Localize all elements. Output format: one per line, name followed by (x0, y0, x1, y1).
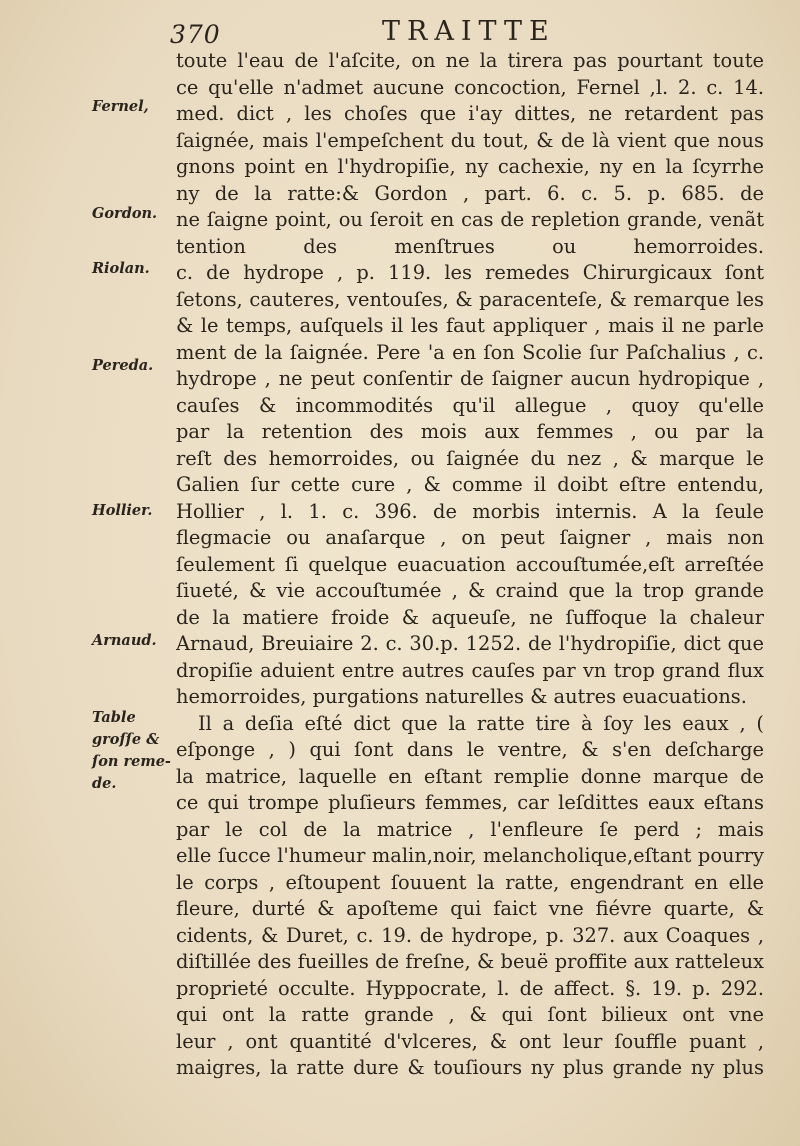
text-line: c. de hydrope , p. 119. les remedes Chirurgicaux ſont (176, 261, 764, 284)
running-title: TRAITTE (382, 16, 556, 47)
text-line: fleure, durté & apoſteme qui faict vne fiévre quarte, & (176, 897, 764, 920)
margin-note-line: de. (92, 775, 117, 792)
text-line: ny de la ratte:& Gordon , part. 6. c. 5. p. 685. de (176, 181, 764, 205)
text-line: reſt des hemorroides, ou ſaignée du nez , & marque le (176, 446, 764, 470)
margin-note-line: Arnaud. (92, 632, 157, 649)
text-line: Hollier , l. 1. c. 396. de morbis internis. A la ſeule (176, 499, 764, 523)
text-line: Galien ſur cette cure , & comme il doibt eſtre entendu, (176, 473, 764, 496)
text-line: diſtillée des fueilles de freſne, & beuë proffite aux ratteleux (176, 950, 764, 973)
text-line: ne ſaigne point, ou ſeroit en cas de repletion grande, venãt (176, 208, 764, 231)
margin-note-line: Fernel, (92, 98, 149, 115)
text-line: maigres, la ratte dure & touſiours ny plus grande ny plus (176, 1056, 764, 1079)
text-line: qui ont la ratte grande , & qui ſont bilieux ont vne (176, 1003, 764, 1026)
text-line: eſponge , ) qui ſont dans le ventre, & s'en deſcharge (176, 738, 764, 761)
margin-note-pereda (92, 355, 174, 377)
text-line: ce qu'elle n'admet aucune concoction, Fernel ,l. 2. c. 14. (176, 75, 764, 99)
text-line: med. dict , les choſes que i'ay dittes, ne retardent pas (176, 102, 764, 125)
margin-note-gordon (92, 203, 174, 225)
margin-note-fernel (92, 96, 174, 118)
text-line: ſaignée, mais l'empeſchent du tout, & de là vient que nous (176, 128, 764, 152)
text-line: gnons point en l'hydropiſie, ny cachexie, ny en la ſcyrrhe (176, 155, 764, 178)
margin-note-line: Hollier. (92, 502, 153, 519)
text-line: ſetons, cauteres, ventouſes, & paracenteſe, & remarque les (176, 287, 764, 311)
margin-note-line: Pereda. (92, 357, 154, 374)
text-line: proprieté occulte. Hyppocrate, l. de affect. §. 19. p. 292. (176, 976, 764, 1000)
text-line: dropiſie aduient entre autres cauſes par vn trop grand flux (176, 658, 764, 682)
text-line: flegmacie ou anaſarque , on peut ſaigner , mais non (176, 526, 764, 549)
text-line: Il a deſia eſté dict que la ratte tire à ſoy les eaux , ( (198, 711, 764, 735)
text-line: ſiueté, & vie accouſtumée , & craind que la trop grande (176, 579, 764, 602)
text-line: elle ſucce l'humeur malin,noir, melancholique,eſtant pourry (176, 844, 764, 867)
margin-note-line: Table (92, 709, 136, 726)
text-line: leur , ont quantité d'vlceres, & ont leur ſouffle puant , (176, 1029, 764, 1053)
margin-note-hollier (92, 500, 174, 522)
text-line: hydrope , ne peut conſentir de ſaigner aucun hydropique , (176, 367, 764, 390)
text-line: hemorroides, purgations naturelles & autres euacuations. (176, 685, 747, 708)
text-line: tention des menſtrues ou hemorroides. (176, 234, 764, 258)
text-line: la matrice, laquelle en eſtant remplie donne marque de (176, 764, 764, 788)
margin-note-line: groſſe & (92, 731, 160, 748)
margin-note-line: ſon reme- (92, 753, 171, 770)
text-line: ce qui trompe pluſieurs femmes, car leſdittes eaux eſtans (176, 791, 764, 814)
text-line: toute l'eau de l'aſcite, on ne la tirera pas pourtant toute (176, 49, 764, 72)
text-line: le corps , eſtoupent ſouuent la ratte, engendrant en elle (176, 870, 764, 894)
text-line: par le col de la matrice , l'enfleure ſe perd ; mais (176, 817, 764, 841)
text-line: & le temps, auſquels il les faut appliquer , mais il ne parle (176, 314, 764, 337)
margin-note-arnaud (92, 630, 174, 652)
page-number: 370 (170, 20, 221, 49)
text-line: ſeulement ſi quelque euacuation accouſtumée,eſt arreſtée (176, 552, 764, 576)
text-line: de la matiere froide & aqueuſe, ne ſuffoque la chaleur (176, 605, 764, 629)
margin-note-line: Riolan. (92, 260, 150, 277)
text-line: Arnaud, Breuiaire 2. c. 30.p. 1252. de l'hydropiſie, dict que (176, 632, 764, 655)
body-text (176, 48, 764, 1082)
text-line: cauſes & incommodités qu'il allegue , quoy qu'elle (176, 393, 764, 417)
text-line: par la retention des mois aux femmes , ou par la (176, 420, 764, 443)
text-line: cidents, & Duret, c. 19. de hydrope, p. 327. aux Coaques , (176, 923, 764, 947)
margin-note-table (92, 707, 174, 795)
margin-note-riolan (92, 258, 174, 280)
text-line: ment de la ſaignée. Pere 'a en ſon Scolie ſur Paſchalius , c. (176, 340, 764, 364)
margin-note-line: Gordon. (92, 205, 158, 222)
